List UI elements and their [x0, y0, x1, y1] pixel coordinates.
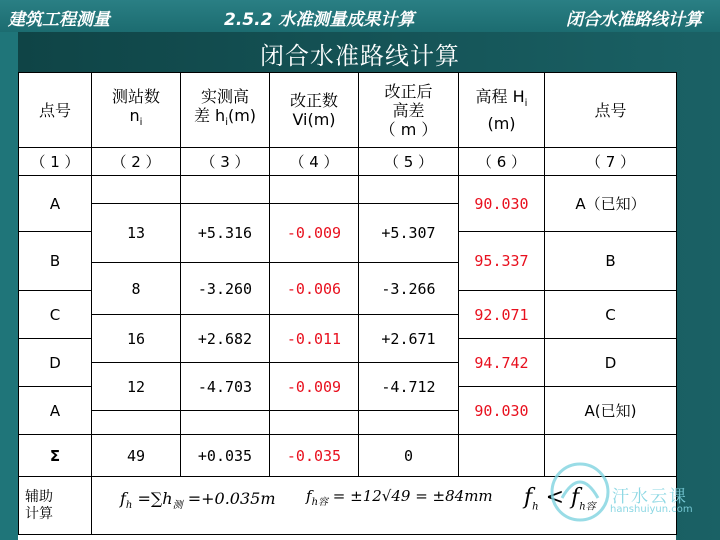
elevation-cell: 90.030	[459, 176, 545, 232]
elevation-cell: 94.742	[459, 339, 545, 387]
sum-measured: +0.035	[181, 435, 270, 477]
blank-cell	[181, 176, 270, 204]
sum-corrected: 0	[359, 435, 459, 477]
allowable-formula: $f_{h容} = \pm 12√49 = \pm 84mm$	[306, 487, 493, 508]
col-number: （ 5 ）	[359, 148, 459, 176]
measured-cell: -3.260	[181, 263, 270, 315]
slide-title: 闭合水准路线计算	[260, 42, 460, 70]
misclosure-formula: $f_h =\sum h_测 =+0.035m$	[120, 489, 276, 512]
stations-cell: 13	[92, 204, 181, 263]
measured-cell: +2.682	[181, 315, 270, 363]
blank-cell	[270, 411, 359, 435]
sum-symbol: Σ	[19, 435, 92, 477]
measured-cell: +5.316	[181, 204, 270, 263]
aux-row	[19, 477, 677, 535]
blank-cell	[92, 411, 181, 435]
measured-cell: -4.703	[181, 363, 270, 411]
elevation-cell: 95.337	[459, 232, 545, 291]
corrected-cell: +2.671	[359, 315, 459, 363]
stations-cell: 16	[92, 315, 181, 363]
stations-cell: 12	[92, 363, 181, 411]
blank-cell	[359, 411, 459, 435]
blank-cell	[92, 176, 181, 204]
comparison-formula: $f_h < f_{h容}$	[524, 485, 596, 513]
point-cell: A	[19, 176, 92, 232]
aux-label: 辅助 计算	[19, 477, 92, 535]
sum-stations: 49	[92, 435, 181, 477]
point-name-cell: D	[545, 339, 677, 387]
header-stations: 测站数 $n_i$	[92, 73, 181, 148]
elevation-cell: 90.030	[459, 387, 545, 435]
watermark-name: 汗水云课	[612, 487, 688, 507]
blank-cell	[181, 411, 270, 435]
sum-correction: -0.035	[270, 435, 359, 477]
column-number-row	[19, 148, 677, 176]
point-name-cell: A(已知)	[545, 387, 677, 435]
corrected-cell: -3.266	[359, 263, 459, 315]
header-measured: 实测高 差 $h_i(m)$	[181, 73, 270, 148]
corrected-cell: +5.307	[359, 204, 459, 263]
course-title: 建筑工程测量	[8, 10, 110, 30]
point-cell: B	[19, 232, 92, 291]
corrected-cell: -4.712	[359, 363, 459, 411]
header-correction: 改正数 Vi(m)	[270, 73, 359, 148]
topic-title: 闭合水准路线计算	[566, 10, 702, 30]
correction-cell: -0.009	[270, 204, 359, 263]
col-number: （ 7 ）	[545, 148, 677, 176]
leveling-table	[18, 72, 677, 535]
correction-cell: -0.006	[270, 263, 359, 315]
col-number: （ 6 ）	[459, 148, 545, 176]
stations-cell: 8	[92, 263, 181, 315]
header-point-2: 点号	[545, 73, 677, 148]
header-point: 点号	[19, 73, 92, 148]
point-cell: A	[19, 387, 92, 435]
col-number: （ 1 ）	[19, 148, 92, 176]
point-cell: C	[19, 291, 92, 339]
elevation-cell: 92.071	[459, 291, 545, 339]
header-corrected: 改正后 高差 （ m ）	[359, 73, 459, 148]
col-number: （ 4 ）	[270, 148, 359, 176]
aux-formula-cell	[92, 477, 677, 535]
point-name-cell: C	[545, 291, 677, 339]
blank-cell	[459, 435, 545, 477]
section-title: 2.5.2 水准测量成果计算	[224, 10, 415, 30]
point-name-cell: B	[545, 232, 677, 291]
header-elevation: 高程 $H_i$ (m)	[459, 73, 545, 148]
sum-row	[19, 435, 677, 477]
correction-cell: -0.011	[270, 315, 359, 363]
blank-cell	[545, 435, 677, 477]
point-cell: D	[19, 339, 92, 387]
left-decor-band	[0, 32, 18, 540]
top-banner	[0, 0, 720, 32]
blank-cell	[359, 176, 459, 204]
blank-cell	[270, 176, 359, 204]
correction-cell: -0.009	[270, 363, 359, 411]
point-name-cell: A（已知）	[545, 176, 677, 232]
col-number: （ 2 ）	[92, 148, 181, 176]
col-number: （ 3 ）	[181, 148, 270, 176]
watermark-url: hanshuiyun.com	[610, 504, 693, 515]
